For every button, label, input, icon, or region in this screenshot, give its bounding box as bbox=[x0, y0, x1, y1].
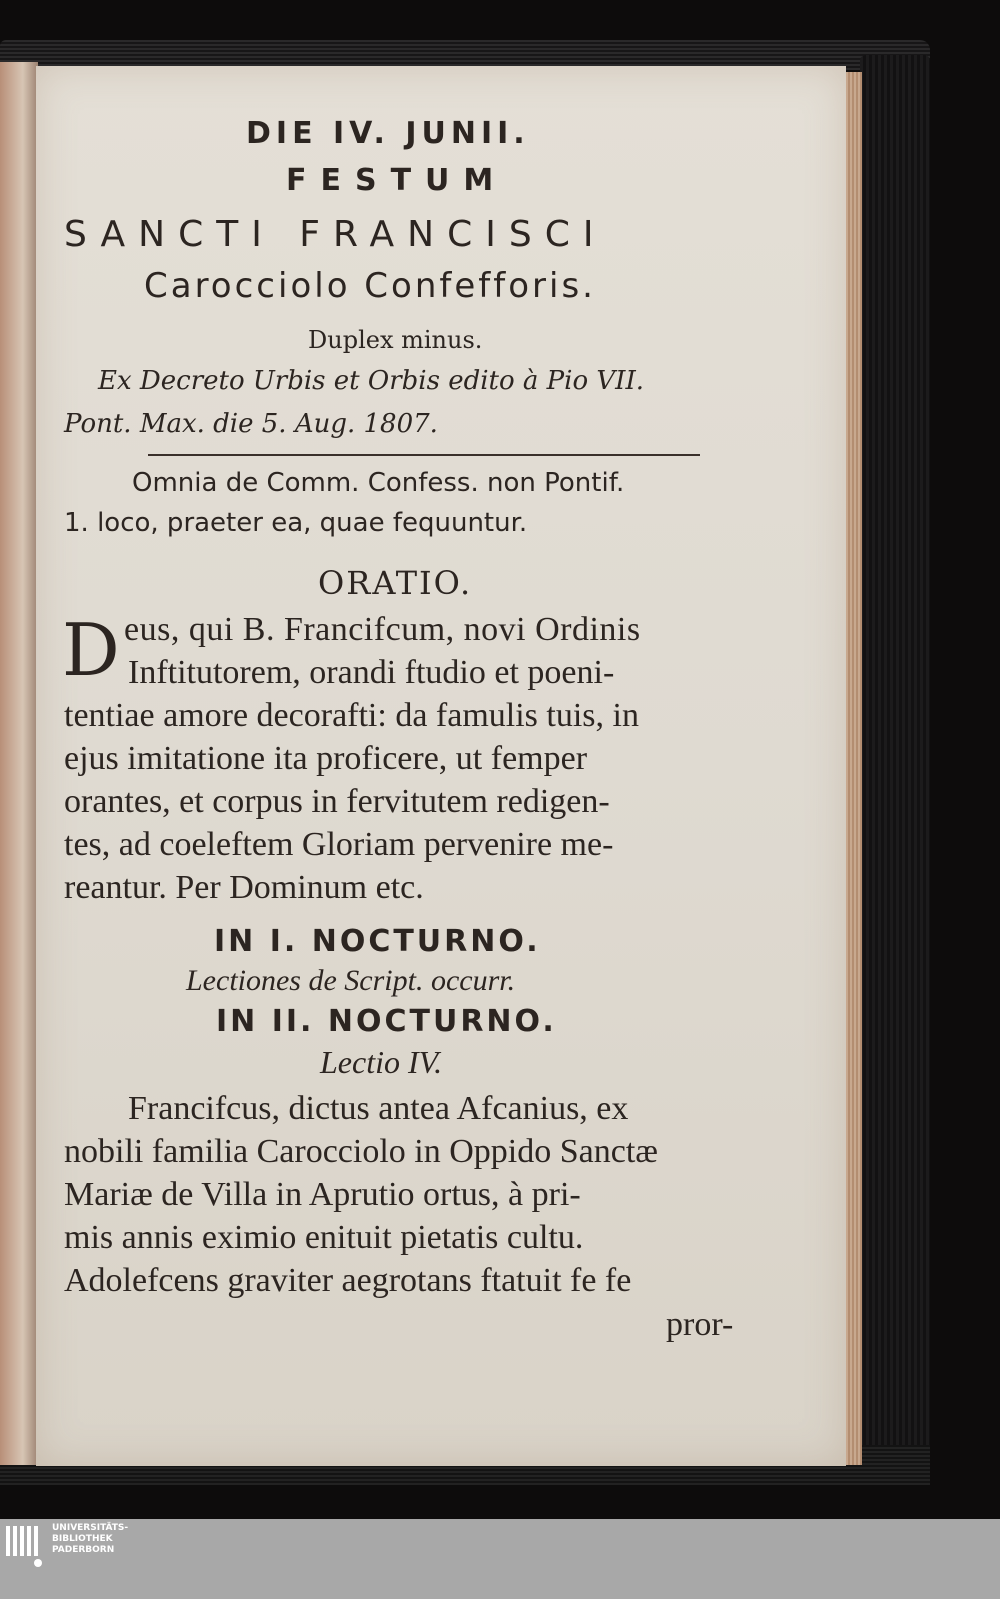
book-page bbox=[36, 66, 846, 1466]
oratio-title: ORATIO. bbox=[318, 564, 473, 602]
heading-festum: FESTUM bbox=[286, 163, 508, 198]
lectio-line: mis annis eximio enituit pietatis cultu. bbox=[64, 1219, 584, 1256]
lectio-line: Adolefcens graviter aegrotans ftatuit fe fe bbox=[64, 1262, 632, 1299]
lectio-line: nobili familia Carocciolo in Oppido Sanctæ bbox=[64, 1133, 658, 1170]
logo-line-2: BIBLIOTHEK bbox=[52, 1534, 113, 1544]
logo-line-3: PADERBORN bbox=[52, 1545, 115, 1555]
nocturn-2-title: IN II. NOCTURNO. bbox=[216, 1004, 557, 1039]
library-logo-icon bbox=[6, 1526, 41, 1556]
logo-dot-icon bbox=[34, 1559, 42, 1567]
divider-rule bbox=[148, 454, 700, 456]
book-binding-spine bbox=[860, 55, 930, 1485]
oratio-line: reantur. Per Dominum etc. bbox=[64, 869, 424, 906]
rubric-line-2: 1. loco, praeter ea, quae fequuntur. bbox=[64, 508, 528, 538]
heading-name: Carocciolo Confefforis. bbox=[144, 266, 596, 306]
heading-date: DIE IV. JUNII. bbox=[246, 116, 530, 151]
lectio-line: Mariæ de Villa in Aprutio ortus, à pri- bbox=[64, 1176, 581, 1213]
oratio-dropcap: D bbox=[62, 608, 120, 692]
facing-page-edge bbox=[0, 62, 38, 1465]
oratio-line: tentiae amore decorafti: da famulis tuis, in bbox=[64, 697, 639, 734]
rank-text: Duplex minus. bbox=[308, 326, 483, 354]
decree-line-2: Pont. Max. die 5. Aug. 1807. bbox=[64, 409, 438, 439]
catchword: pror- bbox=[666, 1306, 734, 1343]
oratio-line: tes, ad coeleftem Gloriam pervenire me- bbox=[64, 826, 614, 863]
logo-line-1: UNIVERSITÄTS- bbox=[52, 1523, 129, 1533]
oratio-line: eus, qui B. Francifcum, novi Ordinis bbox=[124, 611, 641, 648]
library-footer-bar bbox=[0, 1519, 1000, 1599]
lectio-title: Lectio IV. bbox=[320, 1044, 443, 1080]
rubric-line-1: Omnia de Comm. Confess. non Pontif. bbox=[132, 468, 625, 498]
library-logo-text bbox=[52, 1523, 128, 1556]
lectio-line: Francifcus, dictus antea Afcanius, ex bbox=[128, 1090, 629, 1127]
nocturn-1-title: IN I. NOCTURNO. bbox=[214, 924, 541, 959]
oratio-line: ejus imitatione ita proficere, ut femper bbox=[64, 740, 588, 777]
oratio-line: Inftitutorem, orandi ftudio et poeni- bbox=[128, 654, 615, 691]
oratio-line: orantes, et corpus in fervitutem redigen- bbox=[64, 783, 610, 820]
decree-line-1: Ex Decreto Urbis et Orbis edito à Pio VII. bbox=[98, 366, 644, 396]
nocturn-1-subtitle: Lectiones de Script. occurr. bbox=[186, 964, 516, 997]
heading-saint: SANCTI FRANCISCI bbox=[64, 214, 607, 255]
